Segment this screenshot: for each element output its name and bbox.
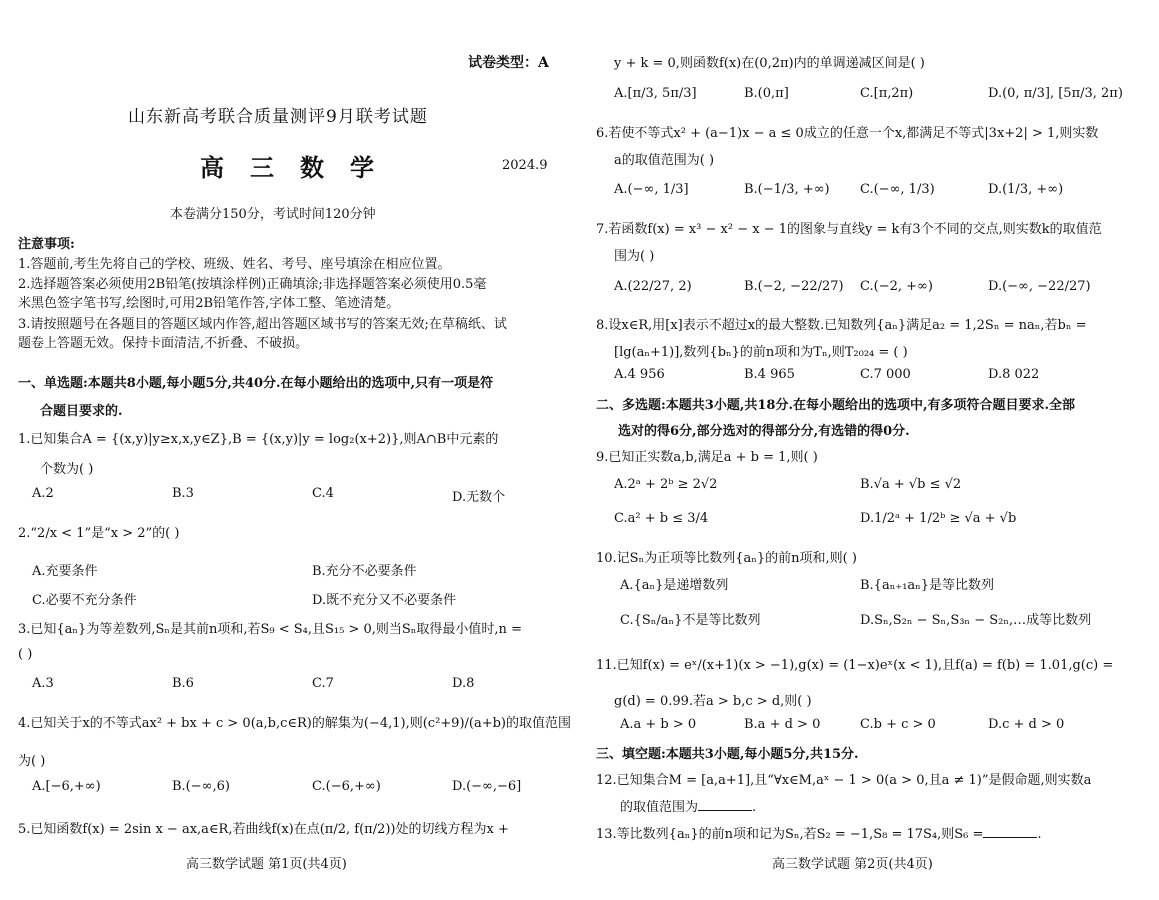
question-stem: 围为( ) (614, 249, 655, 264)
option-b: B.(−∞,6) (172, 779, 230, 794)
exam-date: 2024.9 (502, 158, 548, 173)
exam-info: 本卷满分150分，考试时间120分钟 (170, 207, 376, 222)
question-stem: a的取值范围为( ) (614, 153, 715, 168)
notice-line: 1.答题前,考生先将自己的学校、班级、姓名、考号、座号填涂在相应位置。 (18, 257, 451, 272)
option-d: D.(0, π/3], [5π/3, 2π) (988, 86, 1123, 101)
question-stem: 11.已知f(x) = eˣ/(x+1)(x > −1),g(x) = (1−x)eˣ(x < 1),且f(a) = f(b) = 1.01,g(c) = (596, 658, 1114, 673)
section-heading: 选对的得6分,部分选对的得部分分,有选错的得0分. (618, 424, 910, 439)
option-c: C.(−6,+∞) (312, 779, 381, 794)
option-a: A.[π/3, 5π/3] (614, 86, 697, 101)
option-d: D.无数个 (452, 490, 506, 505)
option-a: A.2 (32, 486, 54, 501)
section-heading: 二、多选题:本题共3小题,共18分.在每小题给出的选项中,有多项符合题目要求.全部 (596, 398, 1076, 413)
question-stem-cont (620, 796, 756, 815)
answer-blank[interactable] (983, 825, 1037, 838)
option-a: A.4 956 (614, 367, 665, 382)
option-a: A.a + b > 0 (620, 717, 697, 732)
question-stem: 为( ) (18, 754, 46, 769)
section-heading: 三、填空题:本题共3小题,每小题5分,共15分. (596, 747, 859, 762)
option-d: D.既不充分又不必要条件 (312, 593, 457, 608)
question-stem: 4.已知关于x的不等式ax² + bx + c > 0(a,b,c∈R)的解集为(−4,1),则(c²+9)/(a+b)的取值范围 (18, 716, 572, 731)
question-stem: 12.已知集合M = [a,a+1],且“∀x∈M,aˣ − 1 > 0(a > 0,且a ≠ 1)”是假命题,则实数a (596, 773, 1092, 788)
option-a: A.2ᵃ + 2ᵇ ≥ 2√2 (614, 477, 718, 492)
question-stem: 1.已知集合A = {(x,y)|y≥x,x,y∈Z},B = {(x,y)|y = log₂(x+2)},则A∩B中元素的 (18, 432, 499, 447)
option-b: B.3 (172, 486, 194, 501)
option-b: B.(−2, −22/27) (744, 279, 844, 294)
option-c: C.{Sₙ/aₙ}不是等比数列 (620, 613, 761, 628)
notice-line: 3.请按照题号在各题目的答题区域内作答,超出答题区域书写的答案无效;在草稿纸、试 (18, 317, 507, 332)
page-footer: 高三数学试题 第2页(共4页) (772, 857, 933, 872)
option-d: D.(1/3, +∞) (988, 182, 1064, 197)
question-stem: 10.记Sₙ为正项等比数列{aₙ}的前n项和,则( ) (596, 551, 857, 566)
question-stem: 3.已知{aₙ}为等差数列,Sₙ是其前n项和,若S₉ < S₄,且S₁₅ > 0,则当Sₙ取得最小值时,n = (18, 622, 522, 637)
option-b: B.(−1/3, +∞) (744, 182, 830, 197)
question-stem: 6.若使不等式x² + (a−1)x − a ≤ 0成立的任意一个x,都满足不等式|3x+2| > 1,则实数 (596, 126, 1099, 141)
option-c: C.(−∞, 1/3) (860, 182, 935, 197)
option-b: B.(0,π] (744, 86, 789, 101)
question-text: 的取值范围为 (620, 800, 699, 815)
option-b: B.a + d > 0 (744, 717, 821, 732)
question-stem: 5.已知函数f(x) = 2sin x − ax,a∈R,若曲线f(x)在点(π/2, f(π/2))处的切线方程为x + (18, 822, 509, 837)
question-text: 13.等比数列{aₙ}的前n项和记为Sₙ,若S₂ = −1,S₈ = 17S₄,则S₆ = (596, 827, 984, 842)
paper-type: 试卷类型：A (468, 55, 549, 71)
option-c: C.a² + b ≤ 3/4 (614, 511, 709, 526)
option-c: C.b + c > 0 (860, 717, 936, 732)
option-c: C.7 (312, 676, 334, 691)
option-a: A.{aₙ}是递增数列 (620, 578, 729, 593)
notice-line: 米黑色签字笔书写,绘图时,可用2B铅笔作答,字体工整、笔迹清楚。 (18, 296, 400, 311)
option-a: A.充要条件 (32, 564, 98, 579)
question-stem: [lg(aₙ+1)],数列{bₙ}的前n项和为Tₙ,则T₂₀₂₄ = ( ) (614, 345, 908, 360)
option-d: D.1/2ᵃ + 1/2ᵇ ≥ √a + √b (860, 511, 1017, 526)
option-b: B.√a + √b ≤ √2 (860, 477, 962, 492)
option-a: A.(−∞, 1/3] (614, 182, 689, 197)
question-stem: 个数为( ) (40, 462, 94, 477)
exam-title: 山东新高考联合质量测评9月联考试题 (128, 107, 428, 127)
option-c: C.4 (312, 486, 334, 501)
question-stem: y + k = 0,则函数f(x)在(0,2π)内的单调递减区间是( ) (614, 56, 925, 71)
question-stem: g(d) = 0.99.若a > b,c > d,则( ) (614, 694, 812, 709)
option-c: C.(−2, +∞) (860, 279, 933, 294)
option-a: A.(22/27, 2) (614, 279, 692, 294)
question-stem: 9.已知正实数a,b,满足a + b = 1,则( ) (596, 450, 818, 465)
option-c: C.必要不充分条件 (32, 593, 137, 608)
option-a: A.3 (32, 676, 54, 691)
answer-blank[interactable] (698, 798, 752, 811)
notice-heading: 注意事项: (18, 237, 75, 252)
option-d: D.8 (452, 676, 475, 691)
page-footer: 高三数学试题 第1页(共4页) (186, 857, 347, 872)
option-d: D.(−∞, −22/27) (988, 279, 1091, 294)
question-stem-line (596, 823, 1042, 842)
option-a: A.[−6,+∞) (32, 779, 101, 794)
option-d: D.Sₙ,S₂ₙ − Sₙ,S₃ₙ − S₂ₙ,…成等比数列 (860, 613, 1092, 628)
option-c: C.7 000 (860, 367, 911, 382)
section-heading: 合题目要求的. (40, 404, 123, 419)
period: . (1037, 827, 1042, 842)
notice-line: 2.选择题答案必须使用2B铅笔(按填涂样例)正确填涂;非选择题答案必须使用0.5毫 (18, 277, 487, 292)
period: . (752, 800, 757, 815)
option-b: B.{aₙ₊₁aₙ}是等比数列 (860, 578, 995, 593)
subject-title: 高三数学 (200, 153, 400, 182)
option-c: C.[π,2π) (860, 86, 914, 101)
question-stem: 2.“2/x < 1”是“x > 2”的( ) (18, 526, 180, 541)
option-b: B.充分不必要条件 (312, 564, 417, 579)
option-d: D.8 022 (988, 367, 1040, 382)
question-stem: 7.若函数f(x) = x³ − x² − x − 1的图象与直线y = k有3个不同的交点,则实数k的取值范 (596, 222, 1102, 237)
notice-line: 题卷上答题无效。保持卡面清洁,不折叠、不破损。 (18, 336, 309, 351)
option-d: D.c + d > 0 (988, 717, 1065, 732)
option-b: B.4 965 (744, 367, 795, 382)
option-b: B.6 (172, 676, 194, 691)
question-stem: ( ) (18, 647, 33, 662)
question-stem: 8.设x∈R,用[x]表示不超过x的最大整数.已知数列{aₙ}满足a₂ = 1,2Sₙ = naₙ,若bₙ = (596, 318, 1087, 333)
option-d: D.(−∞,−6] (452, 779, 522, 794)
section-heading: 一、单选题:本题共8小题,每小题5分,共40分.在每小题给出的选项中,只有一项是符 (18, 376, 494, 391)
